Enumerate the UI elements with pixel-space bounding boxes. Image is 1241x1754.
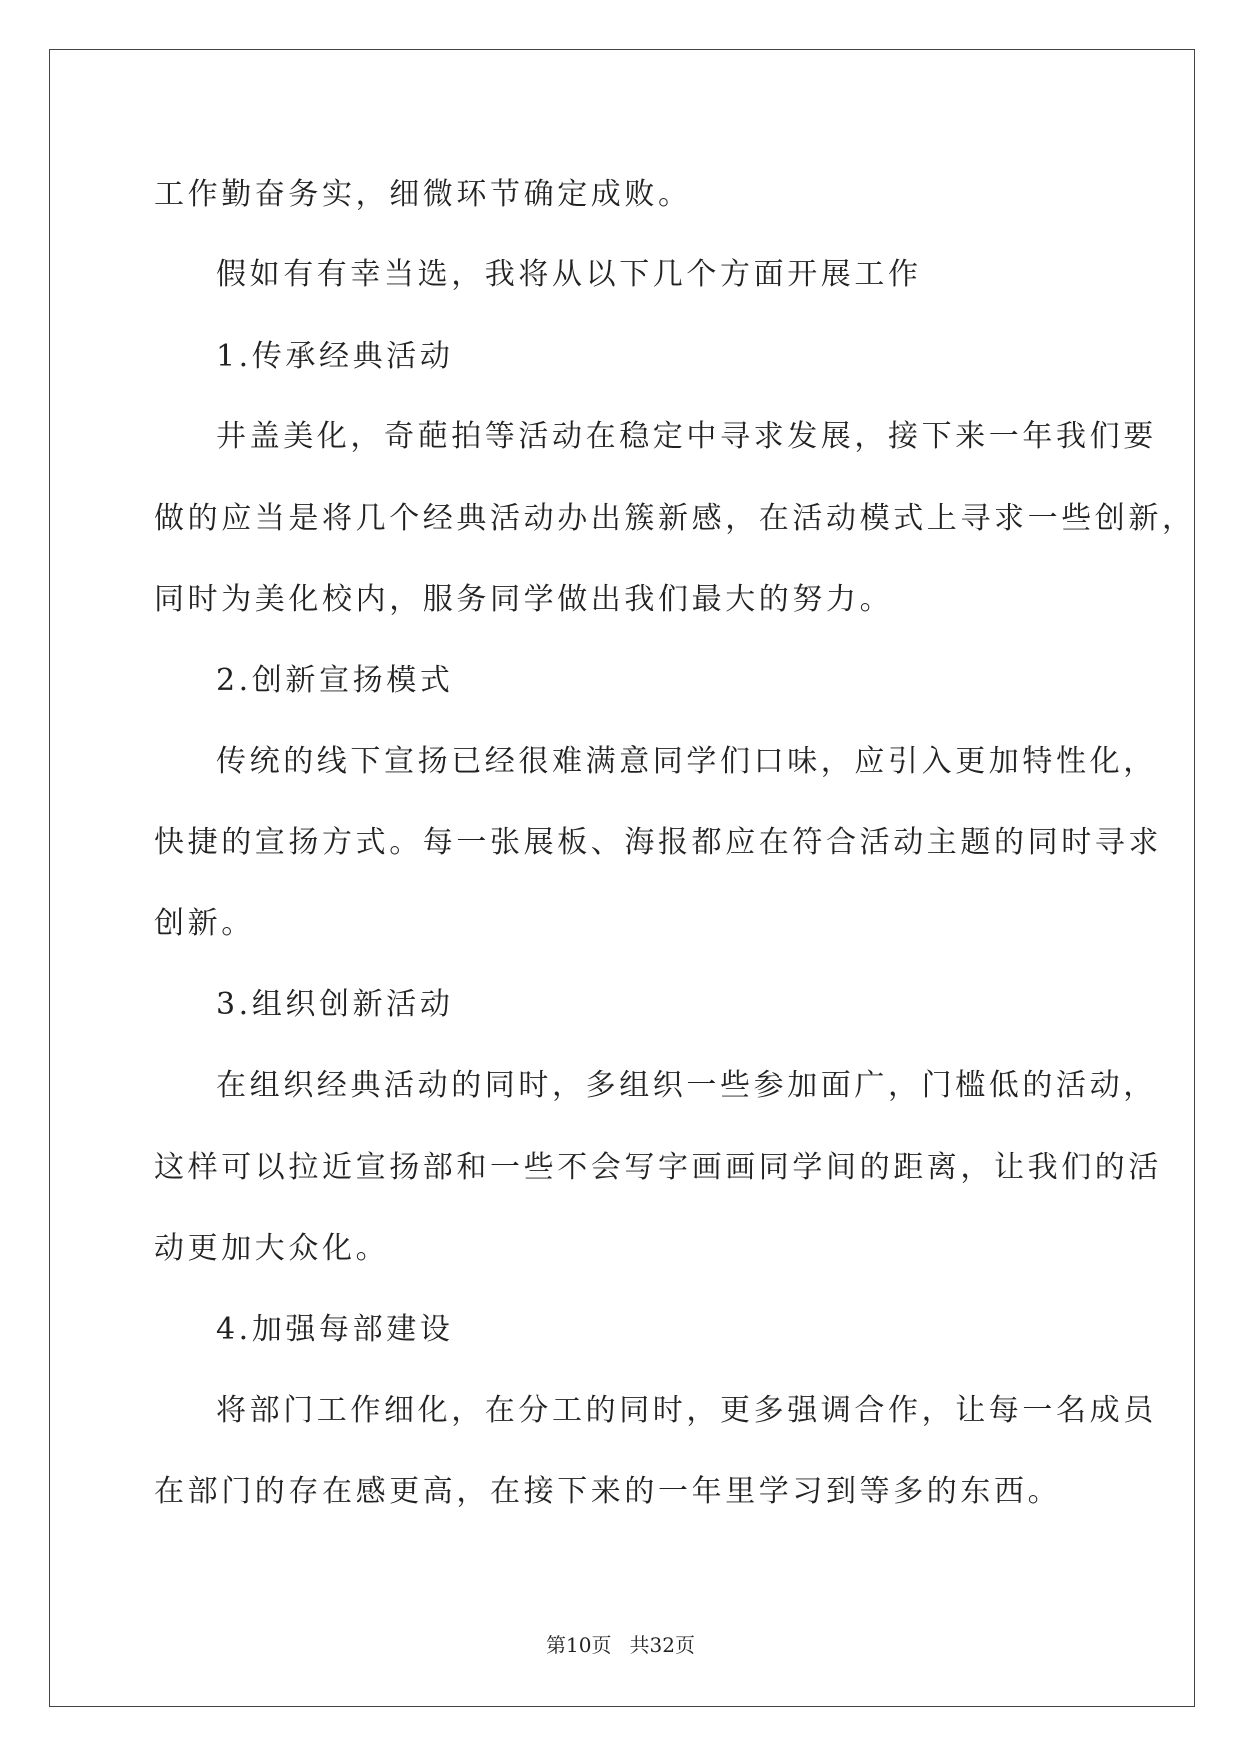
page-border: [49, 49, 1195, 1707]
paragraph-line: 在部门的存在感更高，在接下来的一年里学习到等多的东西。: [154, 1474, 1062, 1509]
paragraph-line: 传统的线下宣扬已经很难满意同学们口味，应引入更加特性化，: [216, 744, 1157, 779]
paragraph-line: 做的应当是将几个经典活动办出簇新感，在活动模式上寻求一些创新，: [154, 501, 1196, 536]
paragraph-line: 动更加大众化。: [154, 1231, 390, 1266]
section-heading: 3.组织创新活动: [216, 987, 454, 1022]
current-page-number: 第10页: [546, 1633, 612, 1657]
section-heading: 4.加强每部建设: [216, 1312, 454, 1347]
section-heading: 2.创新宣扬模式: [216, 663, 454, 698]
paragraph-line: 工作勤奋务实，细微环节确定成败。: [154, 177, 692, 212]
paragraph-line: 同时为美化校内，服务同学做出我们最大的努力。: [154, 582, 894, 617]
total-pages: 共32页: [629, 1633, 695, 1657]
paragraph-line: 创新。: [154, 906, 255, 941]
paragraph-line: 在组织经典活动的同时，多组织一些参加面广，门槛低的活动，: [216, 1068, 1157, 1103]
paragraph-line: 这样可以拉近宣扬部和一些不会写字画画同学间的距离，让我们的活: [154, 1150, 1162, 1185]
page-footer: [0, 1632, 1241, 1658]
paragraph-line: 假如有有幸当选，我将从以下几个方面开展工作: [216, 257, 922, 292]
paragraph-line: 将部门工作细化，在分工的同时，更多强调合作，让每一名成员: [216, 1393, 1157, 1428]
paragraph-line: 快捷的宣扬方式。每一张展板、海报都应在符合活动主题的同时寻求: [154, 825, 1162, 860]
section-heading: 1.传承经典活动: [216, 339, 454, 374]
paragraph-line: 井盖美化，奇葩拍等活动在稳定中寻求发展，接下来一年我们要: [216, 419, 1157, 454]
